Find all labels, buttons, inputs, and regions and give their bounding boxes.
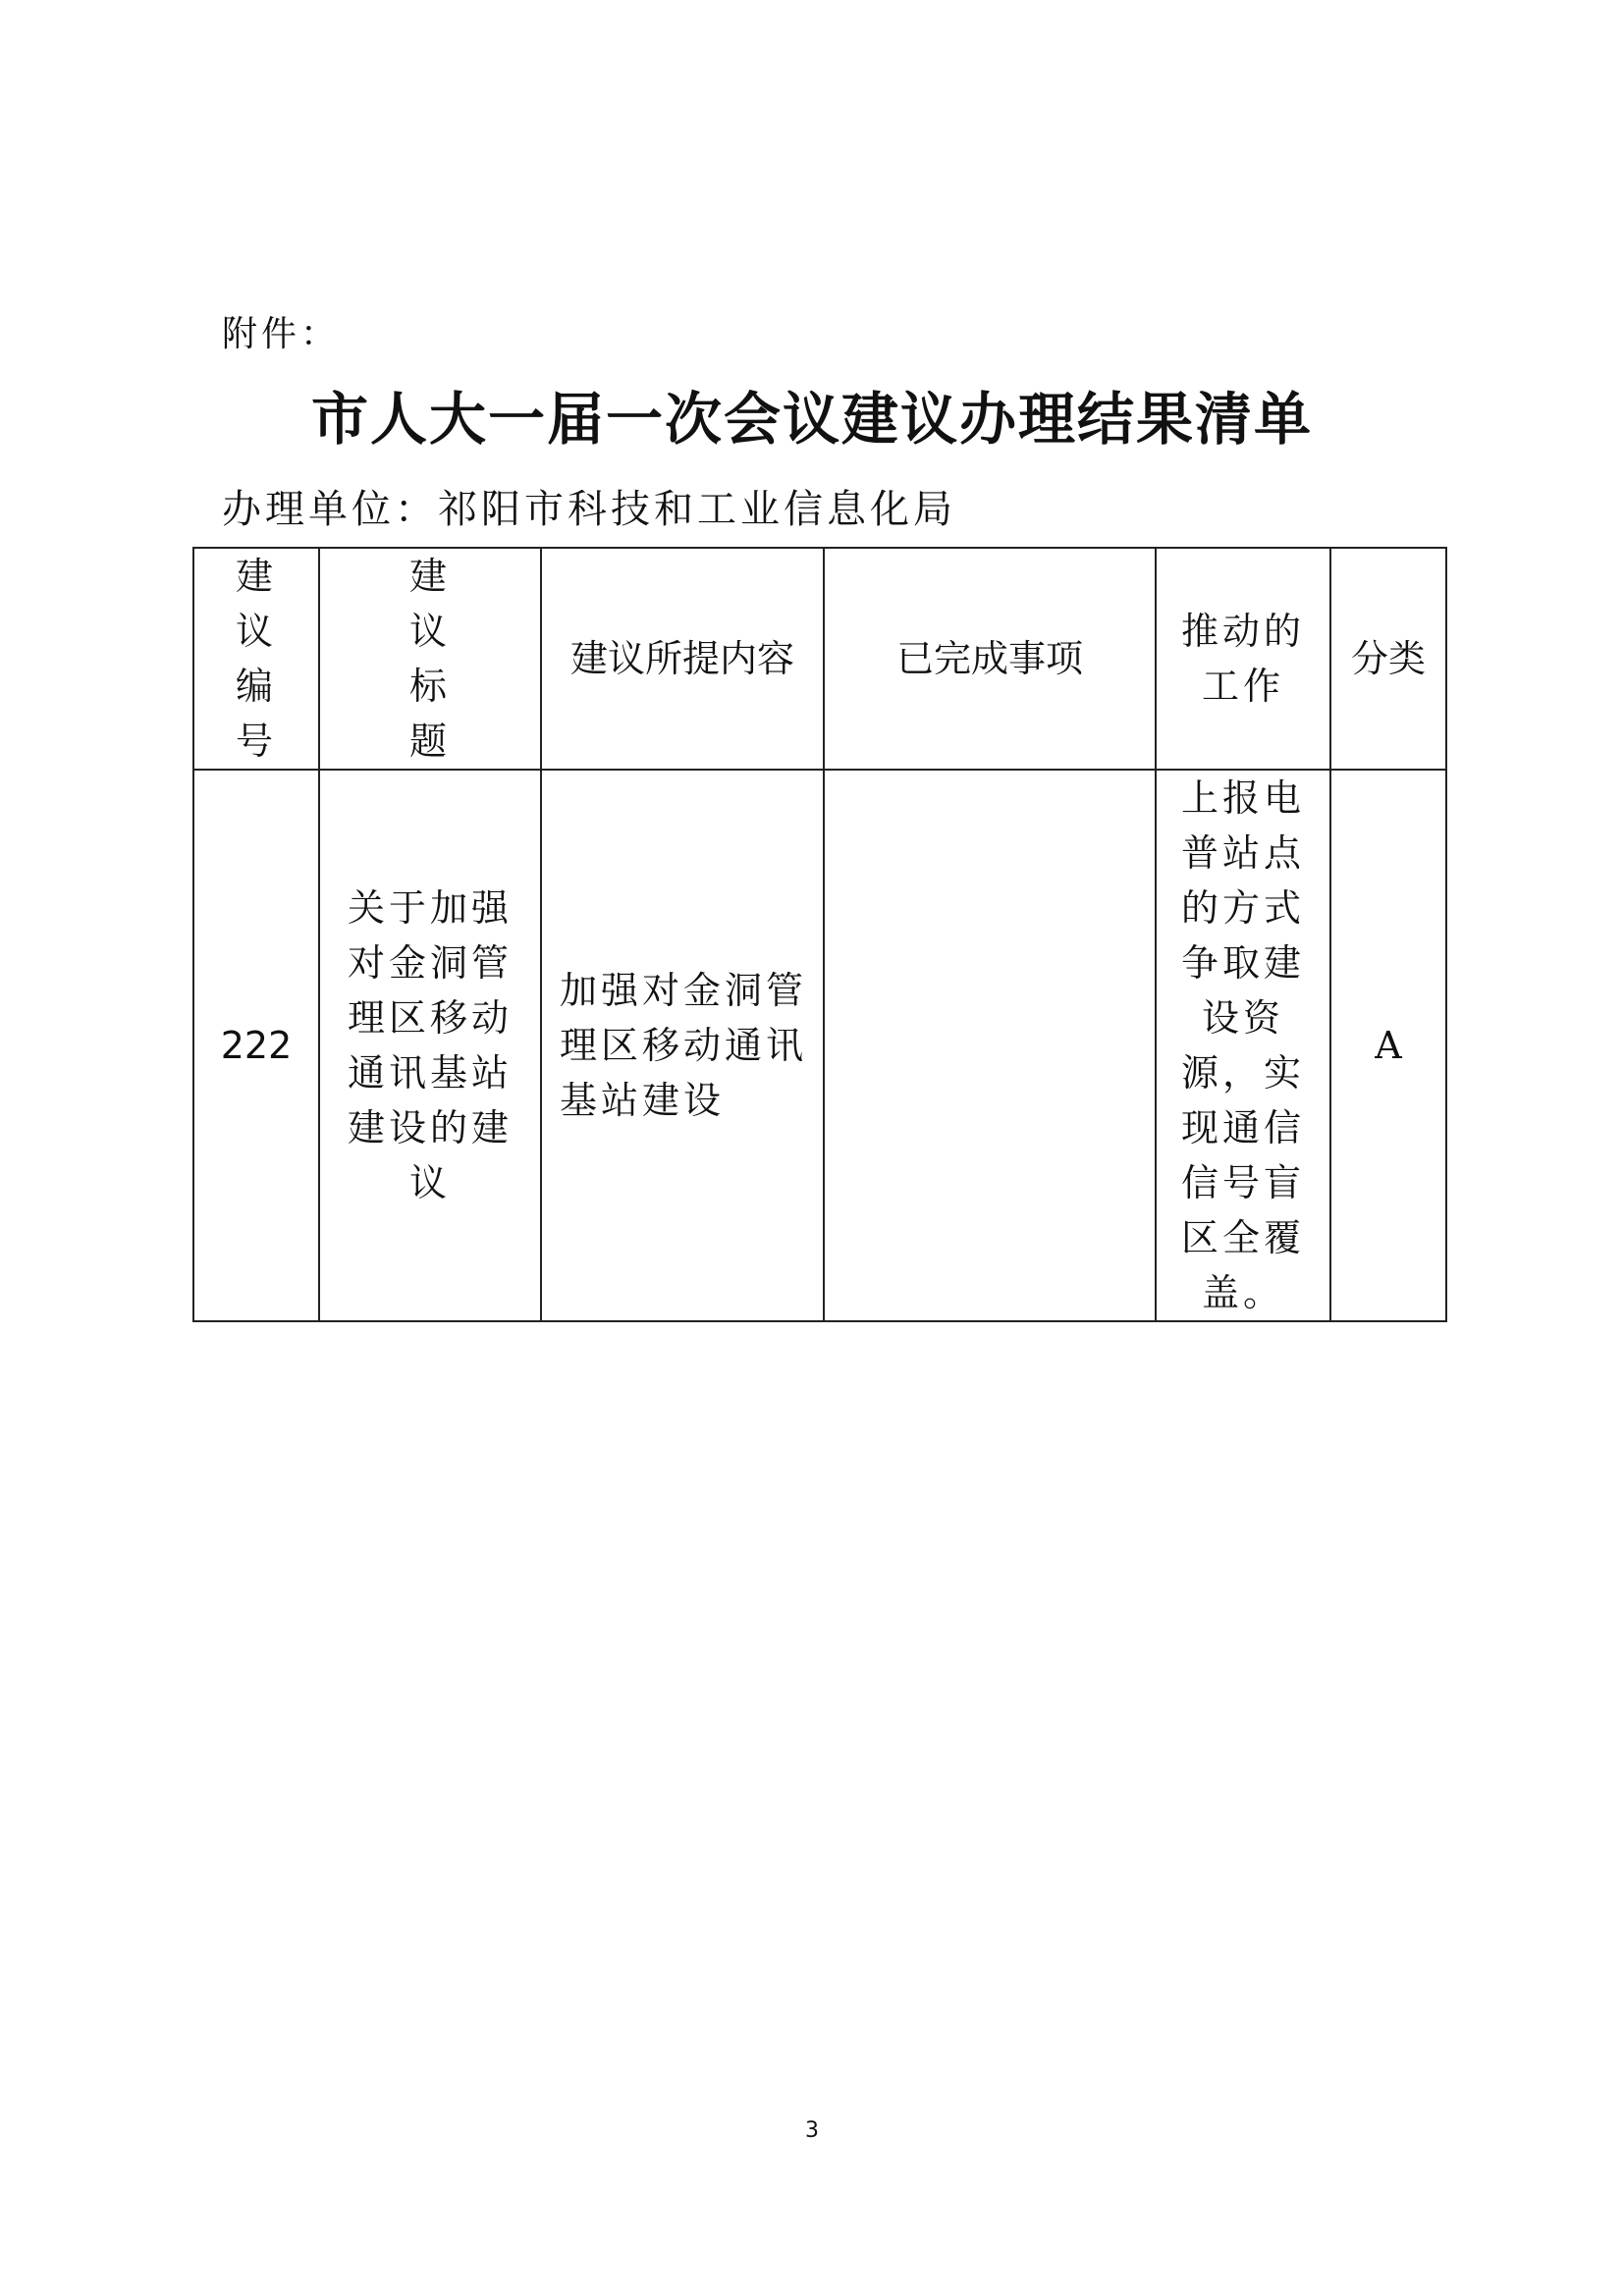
cell-completed — [824, 770, 1156, 1321]
table-header-row — [193, 548, 1446, 770]
header-content: 建议所提内容 — [541, 548, 824, 770]
document-title: 市人大一届一次会议建议办理结果清单 — [310, 386, 1313, 453]
cell-subject: 关于加强对金洞管理区移动通讯基站建设的建议 — [319, 770, 541, 1321]
cell-content: 加强对金洞管理区移动通讯基站建设 — [541, 770, 824, 1321]
header-promoted: 推动的工作 — [1156, 548, 1330, 770]
result-table — [192, 547, 1447, 1322]
table-row — [193, 770, 1446, 1321]
header-completed: 已完成事项 — [824, 548, 1156, 770]
header-category: 分类 — [1330, 548, 1446, 770]
cell-promoted: 上报电普站点的方式争取建设资源，实现通信信号盲区全覆盖。 — [1156, 770, 1330, 1321]
cell-category: A — [1330, 770, 1446, 1321]
cell-number: 222 — [193, 770, 319, 1321]
header-subject: 建议标题 — [319, 548, 541, 770]
page-number: 3 — [805, 2118, 819, 2143]
handling-unit: 办理单位：祁阳市科技和工业信息化局 — [222, 487, 956, 532]
header-number: 建议编号 — [193, 548, 319, 770]
attachment-label: 附件： — [222, 314, 341, 354]
